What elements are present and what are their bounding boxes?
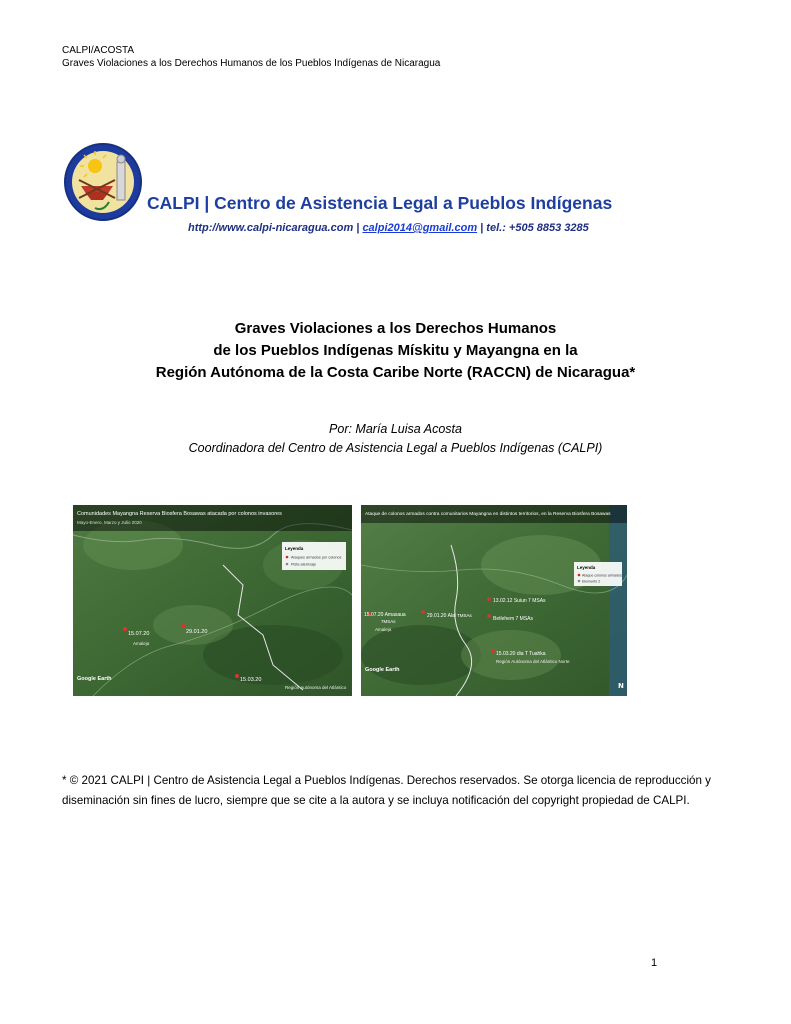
copyright-footnote: * © 2021 CALPI | Centro de Asistencia Legal a Pueblos Indígenas. Derechos reservados. Se otorga licencia de reproducción y diseminación sin fines de lucro, siempre que se cite a la autora y se incluya notificación del copyright propiedad de CALPI. bbox=[62, 774, 711, 807]
map-right-watermark: Google Earth bbox=[365, 667, 400, 673]
running-header-title: Graves Violaciones a los Derechos Humanos de los Pueblos Indígenas de Nicaragua bbox=[62, 58, 441, 69]
map-left-place: Amaleja bbox=[133, 641, 150, 646]
calpi-logo bbox=[63, 142, 143, 222]
map-left-label-1: 15.07.20 bbox=[128, 631, 150, 637]
contact-line bbox=[188, 222, 589, 234]
map-left-marker-1 bbox=[123, 627, 127, 631]
north-arrow-icon: N bbox=[618, 682, 624, 690]
running-header-author: CALPI/ACOSTA bbox=[62, 45, 135, 56]
map-left-title: Comunidades Mayangna Reserva Biosfera Bosawas atacada por colonos invasores bbox=[77, 511, 282, 517]
email-link[interactable]: calpi2014@gmail.com bbox=[362, 222, 478, 234]
contact-separator: | bbox=[353, 222, 363, 234]
map-right-marker-5 bbox=[491, 649, 495, 653]
map-right-marker-4 bbox=[487, 614, 491, 618]
map-right-title: Ataque de colonos armados contra comunitarios Mayangna en distintos territorios, en la Reserva Biosfera Bosawas bbox=[365, 512, 611, 517]
map-right-label-6: TMSAs bbox=[457, 613, 472, 618]
map-right-marker-3 bbox=[487, 597, 491, 601]
map-right-label-2: 29.01.20 Alal bbox=[427, 613, 456, 619]
map-right-label-4: Betlehem 7 MSAs bbox=[493, 616, 534, 622]
document-title-line-1: Graves Violaciones a los Derechos Humanos bbox=[234, 320, 557, 337]
map-right-label-5: 15.03.20 dia T Tuahka bbox=[496, 651, 546, 657]
map-left-subtitle: Mayo-Enero, Marzo y Julio 2020 bbox=[77, 520, 142, 525]
map-left-legend-item2: Pista aterrizaje bbox=[291, 562, 317, 567]
document-title-line-2: de los Pueblos Indígenas Mískitu y Mayangna en la bbox=[213, 342, 578, 359]
document-title-line-3: Región Autónoma de la Costa Caribe Norte (RACCN) de Nicaragua* bbox=[155, 364, 636, 381]
map-left bbox=[73, 505, 352, 696]
map-right-marker-2 bbox=[421, 610, 425, 614]
map-right-legend-marker-2 bbox=[578, 580, 581, 583]
map-right-label-3: 13.02.12 Suiun 7 MSAs bbox=[493, 598, 546, 604]
map-left-legend-title: Leyenda bbox=[285, 546, 304, 551]
map-left-region: Región Autónoma del Atlántico bbox=[285, 685, 347, 690]
map-right bbox=[361, 505, 627, 696]
map-right-legend-marker bbox=[578, 574, 581, 577]
author-name: Por: María Luisa Acosta bbox=[329, 422, 462, 436]
map-right-legend-title: Leyenda bbox=[577, 565, 596, 570]
map-left-label-2: 29.01.20 bbox=[186, 629, 208, 635]
map-right-region: Región Autónoma del Atlántico Norte bbox=[496, 659, 570, 664]
telephone: | tel.: +505 8853 3285 bbox=[477, 222, 589, 234]
map-left-legend-marker-2 bbox=[286, 563, 289, 566]
organization-name: CALPI | Centro de Asistencia Legal a Pueblos Indígenas bbox=[147, 193, 613, 213]
map-left-marker-3 bbox=[235, 674, 239, 678]
map-right-label-7: 7MSAs bbox=[381, 619, 396, 624]
website-link[interactable]: http://www.calpi-nicaragua.com bbox=[188, 222, 354, 234]
map-right-legend-item1: Ataque colonos armados bbox=[582, 573, 622, 578]
map-left-legend-item1: Ataques armados por colonos bbox=[291, 555, 342, 560]
map-right-legend-item2: Elemento 2 bbox=[582, 579, 601, 584]
map-left-marker-2 bbox=[181, 624, 185, 628]
map-left-watermark: Google Earth bbox=[77, 676, 112, 682]
map-left-legend-marker bbox=[286, 556, 289, 559]
map-right-label-1: 15.07.20 Amasaua bbox=[364, 612, 406, 618]
page-number: 1 bbox=[651, 957, 658, 969]
map-right-place: Amaleja bbox=[375, 627, 392, 632]
author-role: Coordinadora del Centro de Asistencia Legal a Pueblos Indígenas (CALPI) bbox=[188, 441, 603, 455]
map-left-label-3: 15.03.20 bbox=[240, 677, 262, 683]
